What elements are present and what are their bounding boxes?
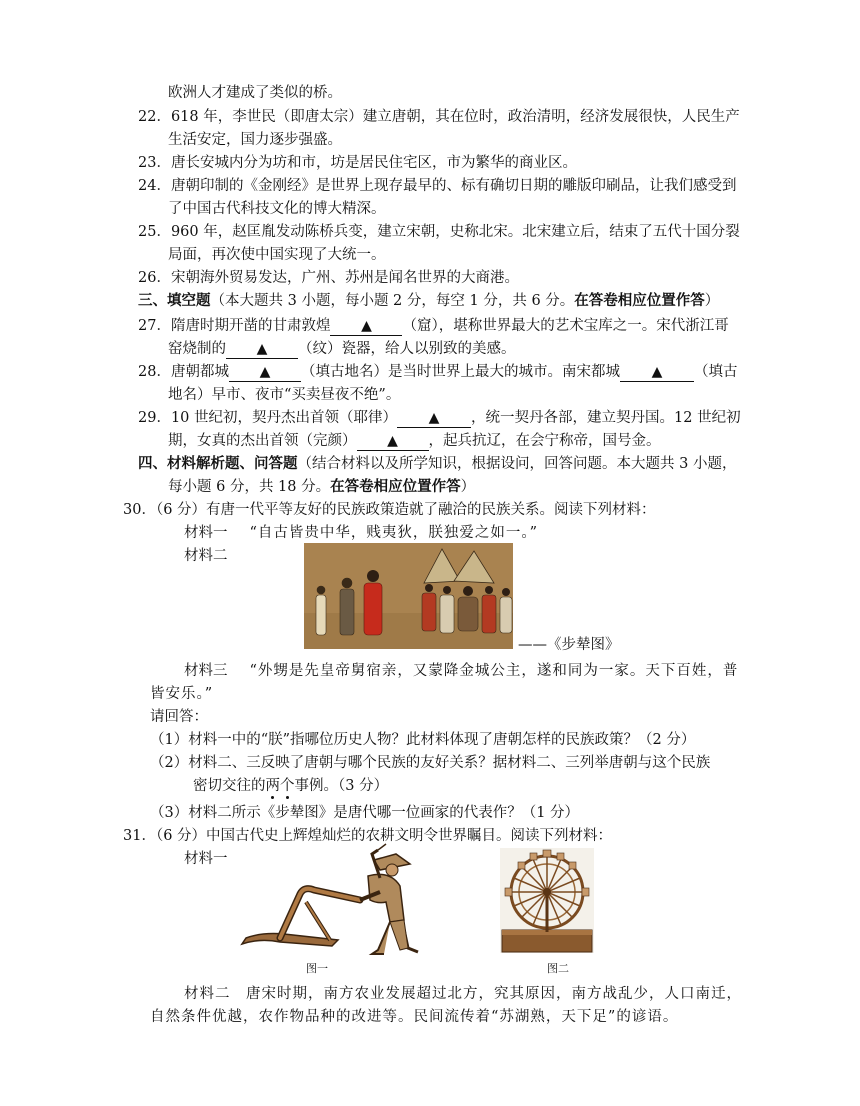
- q28-text-c: （填古: [693, 364, 738, 380]
- q28-blank-1[interactable]: [229, 364, 301, 382]
- section4-desc-2: 每小题 6 分，共 18 分。: [168, 479, 331, 495]
- q31-material2-line2: 自然条件优越，农作物品种的改进等。民间流传着“苏湖熟，天下足”的谚语。: [150, 1009, 679, 1025]
- q28-text-a: 28．唐朝都城: [138, 364, 229, 380]
- q25-line1: 25．960 年，赵匡胤发动陈桥兵变，建立宋朝，史称北宋。北宋建立后，结束了五代十国分裂: [138, 224, 740, 240]
- q29-blank-1[interactable]: [397, 410, 471, 428]
- section3-instruction: 在答卷相应位置作答: [574, 292, 705, 309]
- water-wheel-icon: [500, 848, 594, 953]
- q24-line2: 了中国古代科技文化的博大精深。: [168, 201, 386, 217]
- q30-m3-text-2: 皆安乐。”: [150, 686, 214, 702]
- section4-close: ）: [460, 479, 476, 495]
- q30-m1-label: 材料一: [184, 525, 228, 541]
- section3-desc: （本大题共 3 小题，每小题 2 分，每空 1 分，共 6 分。: [210, 293, 575, 309]
- q24-line1: 24．唐朝印制的《金刚经》是世界上现存最早的、标有确切日期的雕版印刷品，让我们感受到: [138, 178, 737, 194]
- q31-fig2-caption: 图二: [547, 962, 569, 975]
- q29-line1: [138, 408, 741, 428]
- painting-figures-icon: [304, 543, 513, 649]
- q27-blank-1[interactable]: [330, 318, 402, 336]
- q31-m1-label: 材料一: [184, 851, 228, 867]
- q28-line1: [138, 362, 737, 382]
- q27-line2: [168, 339, 516, 359]
- answer-marker-icon: ▲: [428, 410, 440, 426]
- answer-marker-icon: ▲: [651, 364, 663, 380]
- q31-fig1-caption: 图一: [306, 962, 328, 975]
- q30-sub3: （3）材料二所示《步辇图》是唐代哪一位画家的代表作？（1 分）: [150, 805, 580, 821]
- q30-sub2-emph-1: 两: [265, 778, 280, 794]
- q30-sub2-pre: 密切交往的: [193, 778, 266, 794]
- q31-material2: 材料二 唐宋时期，南方农业发展超过北方，究其原因，南方战乱少，人口南迁，: [184, 986, 742, 1002]
- q22-line2: 生活安定，国力逐步强盛。: [168, 132, 342, 148]
- q29-line2: [168, 431, 661, 451]
- section4-heading-line2: [168, 477, 475, 497]
- q30-m3-text: “外甥是先皇帝舅宿亲，又蒙降金城公主，遂和同为一家。天下百姓，普: [249, 663, 739, 679]
- waterwheel-figure: [500, 848, 594, 953]
- q30-m1-text: “自古皆贵中华，贱夷狄，朕独爱之如一。”: [249, 525, 539, 541]
- q30-ask: 请回答：: [150, 709, 208, 725]
- q29-text-a: 29．10 世纪初，契丹杰出首领（耶律）: [138, 410, 398, 426]
- q30-m3-label: 材料三: [184, 663, 228, 679]
- q30-material1: [184, 523, 538, 543]
- section3-title: 三、填空题: [138, 292, 211, 309]
- q30-material3: [184, 661, 738, 681]
- section4-title: 四、材料解析题、问答题: [138, 455, 298, 472]
- q31-head: 31．（6 分）中国古代史上辉煌灿烂的农耕文明令世界瞩目。阅读下列材料：: [123, 828, 613, 844]
- q27-text-d: （纹）瓷器，给人以别致的美感。: [298, 341, 516, 357]
- q23-line1: 23．唐长安城内分为坊和市，坊是居民住宅区，市为繁华的商业区。: [138, 155, 577, 171]
- q28-blank-2[interactable]: [620, 364, 694, 382]
- q27-text-a: 27．隋唐时期开凿的甘肃敦煌: [138, 318, 331, 334]
- section4-heading: [138, 454, 736, 474]
- answer-marker-icon: ▲: [256, 341, 268, 357]
- answer-marker-icon: ▲: [387, 433, 398, 449]
- section3-heading: [138, 291, 719, 311]
- q30-sub2-line2: [193, 776, 388, 796]
- q30-sub2-emph-2: 个: [280, 778, 295, 794]
- q30-head: 30．（6 分）有唐一代平等友好的民族政策造就了融洽的民族关系。阅读下列材料：: [123, 502, 656, 518]
- q29-text-b: ，统一契丹各部，建立契丹国。12 世纪初: [471, 410, 741, 426]
- section4-instruction: 在答卷相应位置作答: [330, 478, 461, 495]
- bunian-tu-painting: [304, 543, 513, 649]
- q27-blank-2[interactable]: [226, 341, 298, 359]
- q28-line2: 地名）早市、夜市“买卖昼夜不绝”。: [168, 387, 401, 403]
- q22-line1: 22．618 年，李世民（即唐太宗）建立唐朝，其在位时，政治清明，经济发展很快，人民生产: [138, 109, 740, 125]
- q28-text-b: （填古地名）是当时世界上最大的城市。南宋都城: [300, 364, 620, 380]
- q30-m2-caption: ——《步辇图》: [518, 637, 620, 653]
- q29-text-d: ，起兵抗辽，在会宁称帝，国号金。: [428, 433, 661, 449]
- q30-sub2: （2）材料二、三反映了唐朝与哪个民族的友好关系？据材料二、三列举唐朝与这个民族: [150, 755, 711, 771]
- q21-tail: 欧洲人才建成了类似的桥。: [168, 85, 342, 101]
- answer-marker-icon: ▲: [259, 364, 271, 380]
- answer-marker-icon: ▲: [361, 318, 372, 334]
- q27-text-c: 窑烧制的: [168, 341, 226, 357]
- q30-m2-label: 材料二: [184, 548, 228, 564]
- section3-close: ）: [704, 293, 720, 309]
- q29-blank-2[interactable]: [357, 433, 429, 451]
- q30-sub1: （1）材料一中的“朕”指哪位历史人物？此材料体现了唐朝怎样的民族政策？（2 分）: [150, 732, 696, 748]
- q29-text-c: 期，女真的杰出首领（完颜）: [168, 433, 357, 449]
- q27-text-b: （窟），堪称世界最大的艺术宝库之一。宋代浙江哥: [402, 318, 729, 334]
- section4-desc: （结合材料以及所学知识，根据设问，回答问题。本大题共 3 小题，: [297, 456, 737, 472]
- plough-farmer-icon: [240, 842, 420, 957]
- plough-figure: [240, 842, 420, 957]
- q27-line1: [138, 316, 729, 336]
- q26-line1: 26．宋朝海外贸易发达，广州、苏州是闻名世界的大商港。: [138, 270, 519, 286]
- q25-line2: 局面，再次使中国实现了大统一。: [168, 247, 386, 263]
- q30-sub2-post: 事例。（3 分）: [294, 778, 389, 794]
